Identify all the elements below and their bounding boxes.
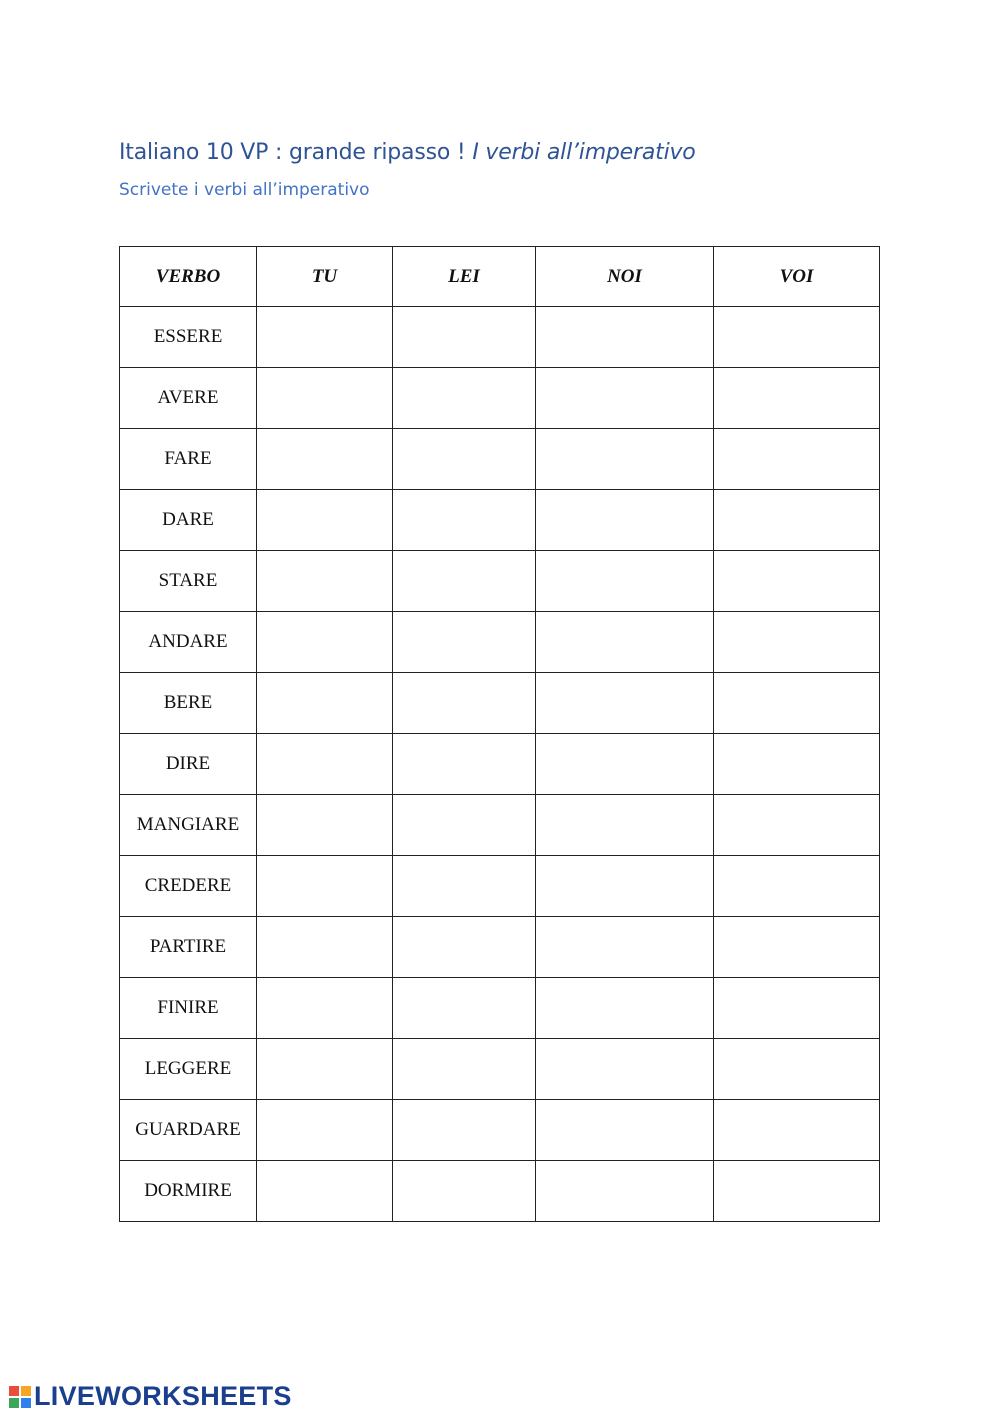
answer-cell-voi <box>714 490 880 551</box>
answer-cell-noi <box>536 978 714 1039</box>
answer-cell-lei <box>393 551 536 612</box>
answer-input-voi[interactable] <box>714 368 879 428</box>
answer-cell-tu <box>257 917 393 978</box>
answer-input-tu[interactable] <box>257 734 392 794</box>
answer-cell-noi <box>536 551 714 612</box>
answer-cell-noi <box>536 673 714 734</box>
answer-cell-lei <box>393 1100 536 1161</box>
answer-input-tu[interactable] <box>257 795 392 855</box>
answer-input-lei[interactable] <box>393 1100 535 1160</box>
answer-cell-noi <box>536 612 714 673</box>
answer-cell-lei <box>393 1039 536 1100</box>
answer-cell-voi <box>714 1039 880 1100</box>
verb-cell: LEGGERE <box>120 1039 257 1100</box>
answer-input-voi[interactable] <box>714 673 879 733</box>
answer-cell-noi <box>536 307 714 368</box>
verb-cell: ESSERE <box>120 307 257 368</box>
answer-input-noi[interactable] <box>536 734 713 794</box>
answer-input-voi[interactable] <box>714 490 879 550</box>
answer-input-voi[interactable] <box>714 612 879 672</box>
answer-input-lei[interactable] <box>393 978 535 1038</box>
answer-cell-voi <box>714 368 880 429</box>
answer-cell-voi <box>714 612 880 673</box>
answer-cell-lei <box>393 734 536 795</box>
table-row <box>120 1100 880 1161</box>
brand-name: LIVEWORKSHEETS <box>34 1381 292 1411</box>
answer-input-noi[interactable] <box>536 1161 713 1221</box>
answer-cell-tu <box>257 307 393 368</box>
verb-table <box>119 246 880 1222</box>
answer-input-lei[interactable] <box>393 673 535 733</box>
answer-cell-noi <box>536 795 714 856</box>
answer-input-tu[interactable] <box>257 307 392 367</box>
answer-input-lei[interactable] <box>393 1161 535 1221</box>
answer-cell-tu <box>257 1100 393 1161</box>
answer-input-lei[interactable] <box>393 917 535 977</box>
answer-input-tu[interactable] <box>257 1161 392 1221</box>
answer-cell-tu <box>257 551 393 612</box>
table-row <box>120 429 880 490</box>
answer-input-tu[interactable] <box>257 1100 392 1160</box>
title-italic: I verbi all’imperativo <box>472 140 696 165</box>
table-row <box>120 1161 880 1222</box>
answer-input-tu[interactable] <box>257 551 392 611</box>
answer-input-voi[interactable] <box>714 1161 879 1221</box>
answer-input-lei[interactable] <box>393 490 535 550</box>
answer-input-lei[interactable] <box>393 612 535 672</box>
answer-cell-tu <box>257 490 393 551</box>
answer-input-noi[interactable] <box>536 856 713 916</box>
answer-cell-noi <box>536 429 714 490</box>
answer-cell-voi <box>714 917 880 978</box>
verb-cell: MANGIARE <box>120 795 257 856</box>
answer-cell-voi <box>714 1161 880 1222</box>
answer-cell-noi <box>536 490 714 551</box>
answer-input-tu[interactable] <box>257 429 392 489</box>
answer-input-noi[interactable] <box>536 612 713 672</box>
table-row <box>120 1039 880 1100</box>
answer-input-noi[interactable] <box>536 368 713 428</box>
answer-input-lei[interactable] <box>393 551 535 611</box>
column-header-tu: TU <box>257 247 393 307</box>
answer-cell-tu <box>257 368 393 429</box>
answer-cell-tu <box>257 429 393 490</box>
answer-input-noi[interactable] <box>536 307 713 367</box>
answer-input-voi[interactable] <box>714 1100 879 1160</box>
verb-cell: ANDARE <box>120 612 257 673</box>
table-row <box>120 368 880 429</box>
title-main: Italiano 10 VP : grande ripasso ! <box>119 140 473 165</box>
answer-input-tu[interactable] <box>257 978 392 1038</box>
answer-cell-lei <box>393 673 536 734</box>
verb-cell: BERE <box>120 673 257 734</box>
answer-cell-lei <box>393 368 536 429</box>
answer-cell-noi <box>536 917 714 978</box>
answer-input-lei[interactable] <box>393 429 535 489</box>
answer-cell-voi <box>714 978 880 1039</box>
answer-input-tu[interactable] <box>257 856 392 916</box>
answer-cell-lei <box>393 612 536 673</box>
verb-cell: STARE <box>120 551 257 612</box>
table-row <box>120 856 880 917</box>
answer-input-lei[interactable] <box>393 1039 535 1099</box>
table-row <box>120 917 880 978</box>
verb-cell: FARE <box>120 429 257 490</box>
answer-input-lei[interactable] <box>393 368 535 428</box>
answer-cell-voi <box>714 734 880 795</box>
table-row <box>120 673 880 734</box>
table-row <box>120 307 880 368</box>
column-header-voi: VOI <box>714 247 880 307</box>
answer-cell-voi <box>714 429 880 490</box>
answer-input-noi[interactable] <box>536 673 713 733</box>
answer-cell-tu <box>257 856 393 917</box>
answer-cell-tu <box>257 612 393 673</box>
page-title <box>119 140 696 165</box>
answer-input-lei[interactable] <box>393 856 535 916</box>
answer-input-voi[interactable] <box>714 551 879 611</box>
verb-cell: DIRE <box>120 734 257 795</box>
liveworksheets-logo-icon <box>8 1385 32 1409</box>
answer-cell-voi <box>714 795 880 856</box>
answer-cell-lei <box>393 795 536 856</box>
verb-cell: PARTIRE <box>120 917 257 978</box>
liveworksheets-brand <box>8 1381 292 1412</box>
answer-cell-lei <box>393 917 536 978</box>
answer-cell-noi <box>536 1039 714 1100</box>
answer-cell-lei <box>393 856 536 917</box>
answer-input-noi[interactable] <box>536 795 713 855</box>
verb-cell: AVERE <box>120 368 257 429</box>
answer-cell-voi <box>714 673 880 734</box>
answer-cell-tu <box>257 1161 393 1222</box>
page-subtitle: Scrivete i verbi all’imperativo <box>119 180 370 200</box>
answer-cell-noi <box>536 734 714 795</box>
table-row <box>120 734 880 795</box>
verb-cell: DARE <box>120 490 257 551</box>
answer-cell-tu <box>257 795 393 856</box>
answer-input-voi[interactable] <box>714 307 879 367</box>
answer-input-lei[interactable] <box>393 307 535 367</box>
column-header-lei: LEI <box>393 247 536 307</box>
verb-cell: CREDERE <box>120 856 257 917</box>
answer-cell-tu <box>257 1039 393 1100</box>
verb-cell: DORMIRE <box>120 1161 257 1222</box>
answer-input-voi[interactable] <box>714 978 879 1038</box>
answer-input-voi[interactable] <box>714 917 879 977</box>
answer-input-voi[interactable] <box>714 429 879 489</box>
answer-cell-voi <box>714 856 880 917</box>
answer-cell-tu <box>257 978 393 1039</box>
answer-input-voi[interactable] <box>714 1039 879 1099</box>
answer-input-voi[interactable] <box>714 734 879 794</box>
verb-cell: GUARDARE <box>120 1100 257 1161</box>
answer-input-noi[interactable] <box>536 1100 713 1160</box>
answer-input-noi[interactable] <box>536 490 713 550</box>
answer-input-voi[interactable] <box>714 795 879 855</box>
column-header-verbo: VERBO <box>120 247 257 307</box>
answer-input-tu[interactable] <box>257 368 392 428</box>
answer-input-tu[interactable] <box>257 917 392 977</box>
answer-cell-tu <box>257 734 393 795</box>
answer-input-noi[interactable] <box>536 429 713 489</box>
answer-input-tu[interactable] <box>257 673 392 733</box>
answer-cell-lei <box>393 307 536 368</box>
verb-cell: FINIRE <box>120 978 257 1039</box>
answer-cell-noi <box>536 856 714 917</box>
answer-input-tu[interactable] <box>257 1039 392 1099</box>
table-row <box>120 612 880 673</box>
answer-input-noi[interactable] <box>536 917 713 977</box>
answer-cell-voi <box>714 551 880 612</box>
answer-input-noi[interactable] <box>536 551 713 611</box>
table-header-row <box>120 247 880 307</box>
table-row <box>120 490 880 551</box>
answer-input-lei[interactable] <box>393 795 535 855</box>
answer-input-noi[interactable] <box>536 978 713 1038</box>
answer-input-voi[interactable] <box>714 856 879 916</box>
answer-cell-lei <box>393 1161 536 1222</box>
answer-cell-lei <box>393 978 536 1039</box>
answer-input-tu[interactable] <box>257 490 392 550</box>
answer-cell-lei <box>393 429 536 490</box>
answer-input-noi[interactable] <box>536 1039 713 1099</box>
answer-cell-lei <box>393 490 536 551</box>
answer-input-tu[interactable] <box>257 612 392 672</box>
answer-input-lei[interactable] <box>393 734 535 794</box>
table-row <box>120 795 880 856</box>
answer-cell-noi <box>536 1100 714 1161</box>
answer-cell-voi <box>714 1100 880 1161</box>
answer-cell-voi <box>714 307 880 368</box>
answer-cell-noi <box>536 368 714 429</box>
table-row <box>120 978 880 1039</box>
answer-cell-tu <box>257 673 393 734</box>
answer-cell-noi <box>536 1161 714 1222</box>
column-header-noi: NOI <box>536 247 714 307</box>
table-row <box>120 551 880 612</box>
